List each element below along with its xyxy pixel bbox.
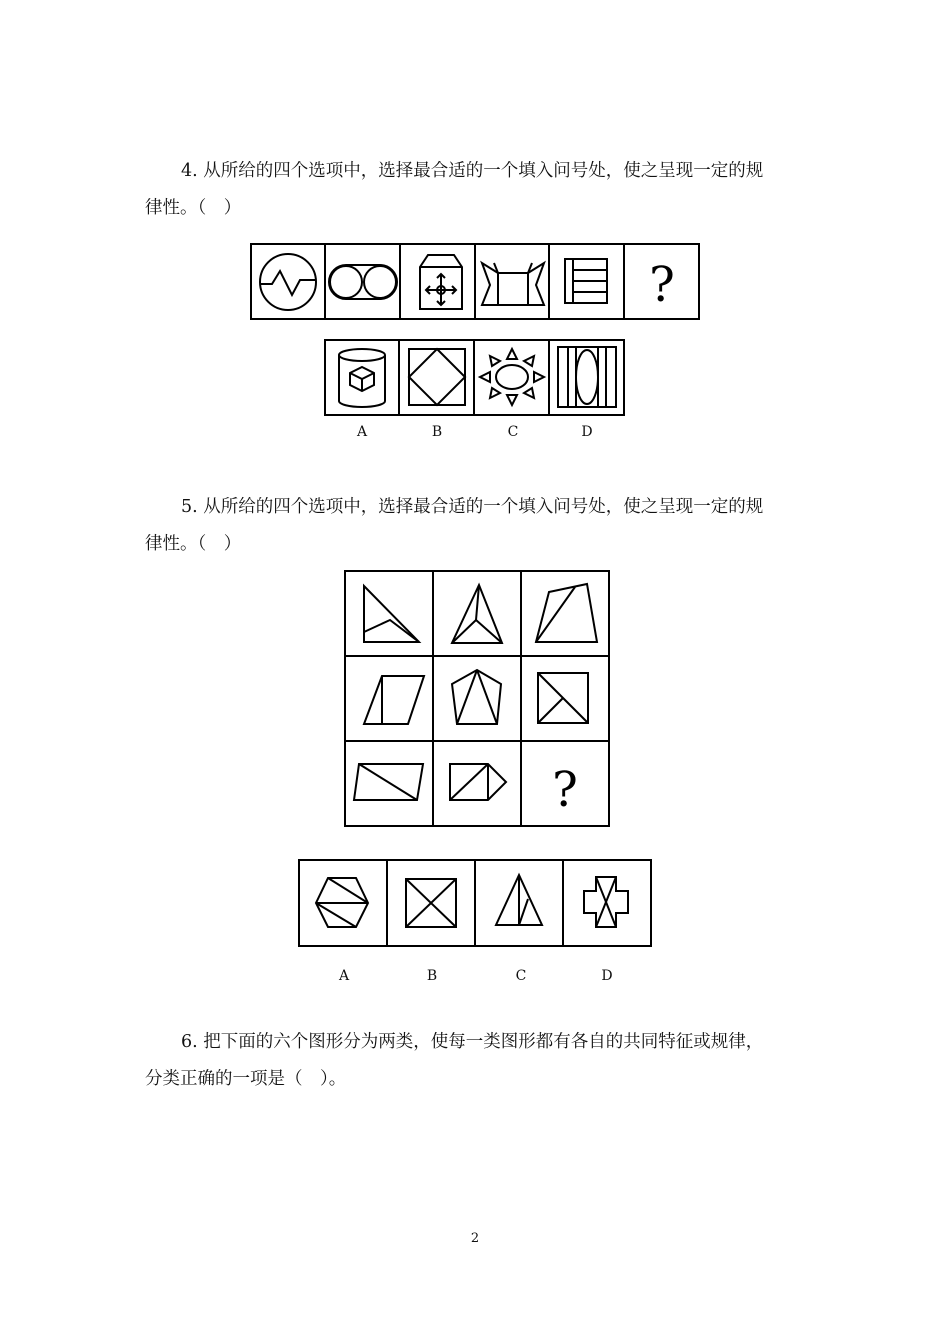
two-circles-shape: [329, 265, 397, 299]
striped-square-shape: [565, 259, 607, 303]
option-b-square-x-shape: [406, 879, 456, 927]
q4-line2: 律性。（ ）: [145, 198, 242, 218]
option-c-sun-shape: [480, 349, 544, 405]
option-d-cross-shape: [584, 877, 628, 927]
q6-line1: 6. 把下面的六个图形分为两类，使每一类图形都有各自的共同特征或规律，: [181, 1032, 764, 1052]
option-a-cylinder-shape: [339, 349, 385, 407]
triangle-shape: [364, 586, 419, 642]
q5-line2: 律性。（ ）: [145, 534, 242, 554]
option-d-ellipse-bars-shape: [558, 347, 616, 407]
q4-sequence-figure: [250, 243, 702, 323]
q5-text: [145, 489, 810, 563]
parallelogram-shape: [364, 676, 424, 724]
q5-option-c-label: C: [515, 968, 527, 984]
option-a-hexagon-shape: [316, 878, 368, 927]
q4-option-c-label: C: [507, 424, 519, 440]
q5-grid-figure: [344, 570, 612, 830]
q4-options-figure: [324, 339, 628, 419]
q6-line2: 分类正确的一项是（ ）。: [145, 1069, 347, 1089]
q5-question-mark: ?: [552, 762, 578, 818]
q4-question-mark: ?: [649, 257, 675, 313]
circle-wave-shape: [260, 254, 316, 310]
option-c-triangle-shape: [496, 875, 542, 925]
q4-option-a-label: A: [356, 424, 368, 440]
q5-line1: 5. 从所给的四个选项中，选择最合适的一个填入问号处，使之呈现一定的规: [181, 497, 764, 517]
q4-text: [145, 153, 810, 227]
box-arrows-shape: [420, 255, 462, 309]
q5-option-a-label: A: [338, 968, 350, 984]
q5-option-d-label: D: [601, 968, 613, 984]
q5-option-b-label: B: [426, 968, 438, 984]
q4-option-d-label: D: [581, 424, 593, 440]
trapezoid-shape: [536, 584, 597, 642]
arrow-pentagon-shape: [450, 764, 506, 800]
page-number: 2: [470, 1231, 480, 1246]
q4-line1: 4. 从所给的四个选项中，选择最合适的一个填入问号处，使之呈现一定的规: [181, 161, 764, 181]
q5-options-figure: [298, 859, 654, 951]
q6-text: [145, 1024, 810, 1098]
option-b-diamond-shape: [409, 349, 465, 405]
q4-option-b-label: B: [431, 424, 443, 440]
square-flags-shape: [482, 263, 544, 305]
